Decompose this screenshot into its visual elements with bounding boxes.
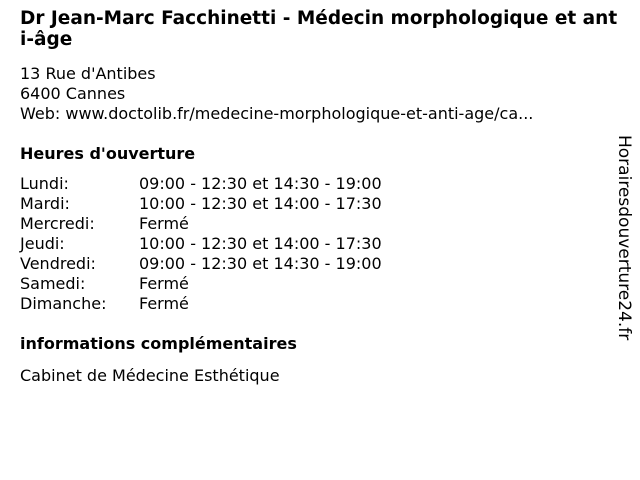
day-label: Lundi:	[20, 174, 69, 193]
address-block	[20, 64, 533, 124]
day-label: Dimanche:	[20, 294, 107, 313]
day-hours: Fermé	[139, 294, 189, 313]
day-hours: Fermé	[139, 214, 189, 233]
day-hours: 09:00 - 12:30 et 14:30 - 19:00	[139, 254, 382, 273]
info-heading: informations complémentaires	[20, 334, 297, 353]
day-hours: 10:00 - 12:30 et 14:00 - 17:30	[139, 234, 382, 253]
day-hours: Fermé	[139, 274, 189, 293]
address-street: 13 Rue d'Antibes	[20, 64, 156, 83]
hours-heading: Heures d'ouverture	[20, 144, 196, 163]
info-text: Cabinet de Médecine Esthétique	[20, 366, 280, 385]
site-watermark: Horairesdouverture24.fr	[614, 135, 634, 341]
hours-row-friday	[20, 254, 382, 274]
day-label: Mardi:	[20, 194, 70, 213]
day-label: Vendredi:	[20, 254, 96, 273]
day-label: Jeudi:	[20, 234, 65, 253]
hours-row-tuesday	[20, 194, 382, 214]
day-label: Samedi:	[20, 274, 86, 293]
page-title: Dr Jean-Marc Facchinetti - Médecin morphologique et anti-âge	[20, 8, 618, 50]
hours-row-saturday	[20, 274, 382, 294]
day-label: Mercredi:	[20, 214, 95, 233]
hours-row-wednesday	[20, 214, 382, 234]
address-web: Web: www.doctolib.fr/medecine-morphologique-et-anti-age/ca...	[20, 104, 534, 123]
day-hours: 09:00 - 12:30 et 14:30 - 19:00	[139, 174, 382, 193]
hours-row-sunday	[20, 294, 382, 314]
address-city: 6400 Cannes	[20, 84, 126, 103]
day-hours: 10:00 - 12:30 et 14:00 - 17:30	[139, 194, 382, 213]
hours-table	[20, 174, 382, 314]
hours-row-thursday	[20, 234, 382, 254]
hours-row-monday	[20, 174, 382, 194]
